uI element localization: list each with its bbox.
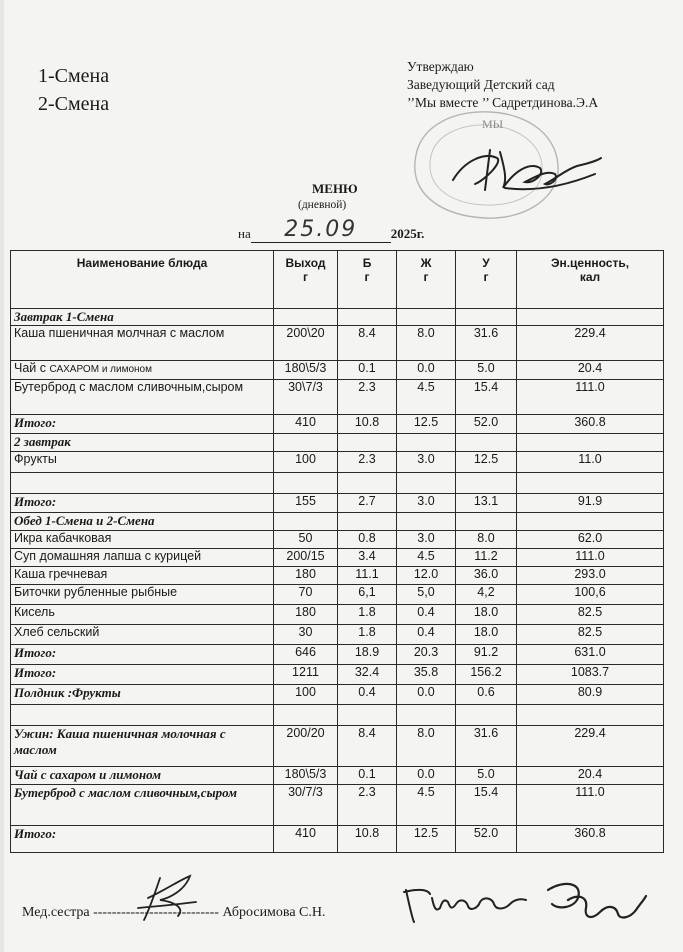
col-output-label: Выход	[285, 256, 326, 270]
cell-b: 1.8	[338, 625, 397, 645]
cell-zh: 4.5	[397, 549, 456, 567]
empty-cell	[397, 513, 456, 531]
cell-b: 6,1	[338, 585, 397, 605]
shift-labels	[38, 62, 109, 118]
cell-zh: 4.5	[397, 785, 456, 826]
cell-u: 18.0	[456, 625, 517, 645]
date-line	[238, 219, 424, 245]
cell-energy: 20.4	[517, 361, 664, 380]
empty-cell	[397, 473, 456, 494]
cell-zh: 8.0	[397, 326, 456, 361]
cell-u: 11.2	[456, 549, 517, 567]
cell-b: 8.4	[338, 726, 397, 767]
table-row	[11, 415, 664, 434]
cell-energy: 229.4	[517, 726, 664, 767]
cell-u: 0.6	[456, 685, 517, 705]
col-energy	[517, 251, 664, 309]
cell-u: 13.1	[456, 494, 517, 513]
table-row	[11, 605, 664, 625]
col-b-label: Б	[362, 256, 372, 270]
dish-name: Хлеб сельский	[11, 625, 274, 645]
cell-u: 52.0	[456, 826, 517, 853]
cell-output: 70	[274, 585, 338, 605]
empty-cell	[11, 473, 274, 494]
cell-output: 410	[274, 415, 338, 434]
cell-zh: 3.0	[397, 452, 456, 473]
table-row	[11, 434, 664, 452]
signature-2	[400, 878, 530, 928]
cell-b: 8.4	[338, 326, 397, 361]
cell-output: 30\7/3	[274, 380, 338, 415]
col-zh-unit: г	[423, 270, 429, 284]
cell-energy: 360.8	[517, 826, 664, 853]
cell-energy: 80.9	[517, 685, 664, 705]
col-b	[338, 251, 397, 309]
cell-zh: 35.8	[397, 665, 456, 685]
total-label: Итого:	[11, 665, 274, 685]
cell-b: 0.4	[338, 685, 397, 705]
cell-u: 36.0	[456, 567, 517, 585]
cell-zh: 12.0	[397, 567, 456, 585]
cell-zh: 20.3	[397, 645, 456, 665]
cell-output: 200/20	[274, 726, 338, 767]
empty-cell	[456, 473, 517, 494]
col-zh	[397, 251, 456, 309]
col-energy-label: Эн.ценность,	[550, 256, 630, 270]
col-output	[274, 251, 338, 309]
cell-b: 18.9	[338, 645, 397, 665]
total-label: Ужин: Каша пшеничная молочная с маслом	[11, 726, 274, 767]
menu-subtitle: (дневной)	[298, 199, 347, 211]
signature-3	[538, 870, 648, 930]
cell-output: 646	[274, 645, 338, 665]
cell-energy: 229.4	[517, 326, 664, 361]
col-energy-unit: кал	[579, 270, 601, 284]
cell-zh: 5,0	[397, 585, 456, 605]
cell-b: 2.3	[338, 452, 397, 473]
dish-name: Кисель	[11, 605, 274, 625]
table-row	[11, 309, 664, 326]
director-signature	[445, 140, 605, 200]
cell-b: 10.8	[338, 415, 397, 434]
empty-cell	[397, 434, 456, 452]
table-row	[11, 513, 664, 531]
shift-1-label: 1-Смена	[38, 65, 110, 87]
nurse-dashes: ---------------------------	[93, 905, 219, 920]
cell-output: 200/15	[274, 549, 338, 567]
approve-name: ’’Мы вместе ’’ Садретдинова.Э.А	[407, 95, 599, 110]
cell-u: 31.6	[456, 726, 517, 767]
cell-u: 12.5	[456, 452, 517, 473]
table-row	[11, 473, 664, 494]
cell-b: 2.7	[338, 494, 397, 513]
cell-u: 8.0	[456, 531, 517, 549]
cell-energy: 111.0	[517, 380, 664, 415]
empty-cell	[517, 473, 664, 494]
cell-output: 1211	[274, 665, 338, 685]
cell-u: 4,2	[456, 585, 517, 605]
table-row	[11, 380, 664, 415]
dish-name-small: САХАРОМ и лимоном	[49, 364, 152, 375]
cell-energy: 82.5	[517, 605, 664, 625]
cell-zh: 0.4	[397, 625, 456, 645]
table-row	[11, 767, 664, 785]
empty-cell	[397, 309, 456, 326]
table-row	[11, 531, 664, 549]
empty-cell	[397, 705, 456, 726]
cell-energy: 91.9	[517, 494, 664, 513]
col-u	[456, 251, 517, 309]
cell-zh: 0.0	[397, 361, 456, 380]
cell-b: 0.1	[338, 767, 397, 785]
total-label: Итого:	[11, 415, 274, 434]
cell-energy: 62.0	[517, 531, 664, 549]
cell-output: 200\20	[274, 326, 338, 361]
cell-zh: 0.0	[397, 767, 456, 785]
empty-cell	[338, 473, 397, 494]
total-label: Полдник :Фрукты	[11, 685, 274, 705]
cell-b: 3.4	[338, 549, 397, 567]
empty-cell	[338, 513, 397, 531]
cell-energy: 11.0	[517, 452, 664, 473]
table-row	[11, 645, 664, 665]
nurse-label: Мед.сестра	[22, 905, 90, 920]
cell-u: 156.2	[456, 665, 517, 685]
table-row	[11, 705, 664, 726]
cell-u: 91.2	[456, 645, 517, 665]
dish-name: Бутерброд с маслом сливочным,сыром	[11, 380, 274, 415]
total-label: Итого:	[11, 826, 274, 853]
table-row	[11, 785, 664, 826]
date-prefix: на	[238, 226, 251, 241]
table-row	[11, 826, 664, 853]
handwritten-date: 25.09	[284, 217, 358, 242]
cell-b: 11.1	[338, 567, 397, 585]
total-label: Бутерброд с маслом сливочным,сыром	[11, 785, 274, 826]
cell-energy: 20.4	[517, 767, 664, 785]
cell-energy: 82.5	[517, 625, 664, 645]
cell-zh: 3.0	[397, 531, 456, 549]
date-blank	[251, 217, 391, 243]
empty-cell	[456, 434, 517, 452]
dish-name: Суп домашняя лапша с курицей	[11, 549, 274, 567]
cell-b: 2.3	[338, 380, 397, 415]
cell-b: 1.8	[338, 605, 397, 625]
total-label: Итого:	[11, 645, 274, 665]
approve-label: Утверждаю	[407, 59, 474, 74]
cell-u: 15.4	[456, 785, 517, 826]
shift-2-label: 2-Смена	[38, 93, 110, 115]
empty-cell	[11, 705, 274, 726]
cell-b: 10.8	[338, 826, 397, 853]
empty-cell	[338, 309, 397, 326]
cell-output: 100	[274, 452, 338, 473]
empty-cell	[456, 513, 517, 531]
table-row	[11, 494, 664, 513]
menu-table	[10, 250, 664, 853]
cell-output: 180	[274, 605, 338, 625]
cell-u: 15.4	[456, 380, 517, 415]
table-row	[11, 361, 664, 380]
cell-b: 0.1	[338, 361, 397, 380]
section-title: Завтрак 1-Смена	[11, 309, 274, 326]
cell-u: 18.0	[456, 605, 517, 625]
section-title: 2 завтрак	[11, 434, 274, 452]
empty-cell	[274, 473, 338, 494]
cell-output: 50	[274, 531, 338, 549]
empty-cell	[274, 705, 338, 726]
cell-zh: 12.5	[397, 415, 456, 434]
header-row	[11, 251, 664, 309]
table-row	[11, 685, 664, 705]
stamp-text: МЫ	[482, 117, 504, 131]
cell-output: 180\5/3	[274, 361, 338, 380]
cell-zh: 0.0	[397, 685, 456, 705]
cell-energy: 111.0	[517, 785, 664, 826]
cell-energy: 111.0	[517, 549, 664, 567]
nurse-name: Абросимова С.Н.	[222, 905, 326, 920]
dish-name: Биточки рубленные рыбные	[11, 585, 274, 605]
cell-zh: 12.5	[397, 826, 456, 853]
col-u-unit: г	[483, 270, 489, 284]
table-row	[11, 326, 664, 361]
empty-cell	[456, 309, 517, 326]
date-year: 2025г.	[390, 226, 425, 241]
cell-zh: 3.0	[397, 494, 456, 513]
dish-name: Каша гречневая	[11, 567, 274, 585]
table-row	[11, 452, 664, 473]
cell-output: 30	[274, 625, 338, 645]
cell-output: 410	[274, 826, 338, 853]
cell-output: 100	[274, 685, 338, 705]
empty-cell	[274, 513, 338, 531]
cell-energy: 631.0	[517, 645, 664, 665]
col-name: Наименование блюда	[11, 251, 274, 309]
col-output-unit: г	[303, 270, 308, 284]
cell-u: 5.0	[456, 361, 517, 380]
cell-zh: 8.0	[397, 726, 456, 767]
cell-energy: 100,6	[517, 585, 664, 605]
dish-name	[11, 361, 274, 380]
cell-zh: 4.5	[397, 380, 456, 415]
cell-b: 2.3	[338, 785, 397, 826]
total-label: Чай с сахаром и лимоном	[11, 767, 274, 785]
cell-output: 155	[274, 494, 338, 513]
empty-cell	[274, 309, 338, 326]
total-label: Итого:	[11, 494, 274, 513]
dish-name-part: Чай с	[14, 361, 50, 375]
dish-name: Икра кабачковая	[11, 531, 274, 549]
empty-cell	[274, 434, 338, 452]
cell-output: 180	[274, 567, 338, 585]
cell-u: 5.0	[456, 767, 517, 785]
table-row	[11, 549, 664, 567]
empty-cell	[517, 513, 664, 531]
empty-cell	[338, 705, 397, 726]
cell-b: 32.4	[338, 665, 397, 685]
cell-energy: 1083.7	[517, 665, 664, 685]
dish-name: Фрукты	[11, 452, 274, 473]
empty-cell	[517, 309, 664, 326]
col-u-label: У	[482, 256, 490, 270]
table-row	[11, 665, 664, 685]
cell-output: 180\5/3	[274, 767, 338, 785]
cell-u: 52.0	[456, 415, 517, 434]
approve-position: Заведующий Детский сад	[407, 77, 555, 92]
cell-output: 30/7/3	[274, 785, 338, 826]
cell-u: 31.6	[456, 326, 517, 361]
section-title: Обед 1-Смена и 2-Смена	[11, 513, 274, 531]
nurse-signature	[130, 868, 200, 928]
col-b-unit: г	[364, 270, 370, 284]
table-row	[11, 625, 664, 645]
cell-zh: 0.4	[397, 605, 456, 625]
cell-energy: 293.0	[517, 567, 664, 585]
empty-cell	[517, 434, 664, 452]
empty-cell	[517, 705, 664, 726]
cell-energy: 360.8	[517, 415, 664, 434]
empty-cell	[456, 705, 517, 726]
table-row	[11, 585, 664, 605]
table-row	[11, 567, 664, 585]
empty-cell	[338, 434, 397, 452]
col-zh-label: Ж	[420, 256, 432, 270]
cell-b: 0.8	[338, 531, 397, 549]
table-row	[11, 726, 664, 767]
dish-name: Каша пшеничная молчная с маслом	[11, 326, 274, 361]
menu-title: МЕНЮ	[312, 181, 358, 196]
